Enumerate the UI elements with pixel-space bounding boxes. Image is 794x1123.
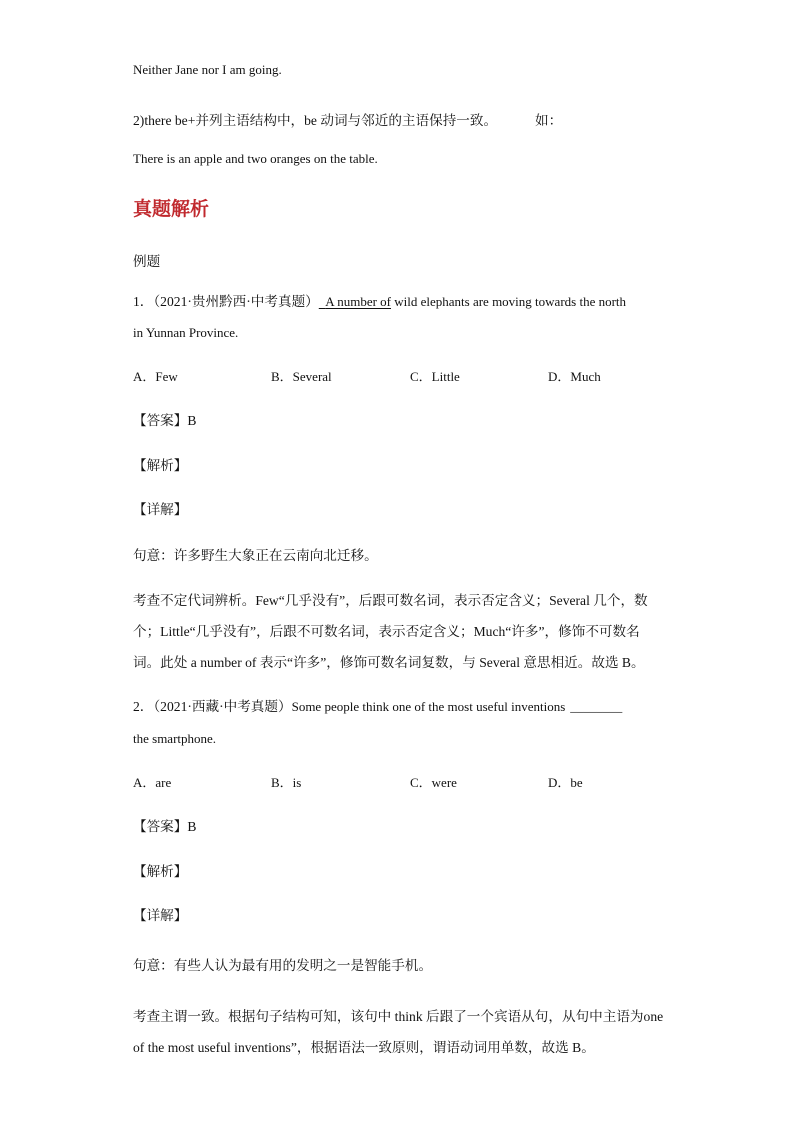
q1-detail-label: 【详解】 xyxy=(133,502,188,517)
q2-stem-text: Some people think one of the most useful inventions xyxy=(291,699,566,714)
q2-answer: 【答案】B xyxy=(133,819,197,834)
q1-analysis-label: 【解析】 xyxy=(133,458,188,473)
q1-stem-line2: in Yunnan Province. xyxy=(133,325,239,340)
q2-detail-label: 【详解】 xyxy=(133,908,188,923)
q2-source: 2．（2021·西藏·中考真题） xyxy=(133,699,292,714)
q1-answer: 【答案】B xyxy=(133,413,197,428)
example-label: 例题 xyxy=(133,254,161,269)
q2-meaning: 句意：有些人认为最有用的发明之一是智能手机。 xyxy=(133,958,433,973)
rule2-suffix: 如： xyxy=(535,113,563,128)
q2-option-a: A．are xyxy=(133,775,172,790)
rule2-text: 2)there be+并列主语结构中，be 动词与邻近的主语保持一致。 xyxy=(133,113,498,128)
q1-option-c: C．Little xyxy=(410,369,460,384)
q2-stem-line1 xyxy=(133,698,622,716)
q1-option-a: A．Few xyxy=(133,369,178,384)
q2-analysis-label: 【解析】 xyxy=(133,864,188,879)
q1-meaning: 句意：许多野生大象正在云南向北迁移。 xyxy=(133,548,378,563)
q1-option-d: D．Much xyxy=(548,369,601,384)
q2-option-c: C．were xyxy=(410,775,457,790)
q2-explanation-line: 考查主谓一致。根据句子结构可知，该句中 think 后跟了一个宾语从句，从句中主语为one xyxy=(133,1009,664,1024)
rule1-example-sentence: Neither Jane nor I am going. xyxy=(133,62,282,77)
q1-explanation-line: 个；Little“几乎没有”，后跟不可数名词，表示否定含义；Much“许多”，修饰不可数名 xyxy=(133,624,640,639)
section-title: 真题解析 xyxy=(133,199,210,220)
q1-underlined-phrase: A number of xyxy=(325,294,391,309)
q1-stem-line1 xyxy=(133,293,626,311)
rule2-example-sentence: There is an apple and two oranges on the table. xyxy=(133,151,378,166)
q2-options xyxy=(0,774,794,792)
q2-option-b: B．is xyxy=(271,775,302,790)
q2-explanation-line: of the most useful inventions”，根据语法一致原则，谓语动词用单数，故选 B。 xyxy=(133,1040,595,1055)
q2-option-d: D．be xyxy=(548,775,583,790)
q1-option-b: B．Several xyxy=(271,369,332,384)
q1-source: 1．（2021·贵州黔西·中考真题） xyxy=(133,294,319,309)
rule2-line xyxy=(0,112,794,130)
q2-answer-blank: ________ xyxy=(570,699,623,714)
q1-explanation-line: 考查不定代词辨析。Few“几乎没有”，后跟可数名词，表示否定含义；Several 几个，数 xyxy=(133,593,648,608)
q1-stem-rest: wild elephants are moving towards the north xyxy=(391,294,627,309)
q1-explanation-line: 词。此处 a number of 表示“许多”，修饰可数名词复数，与 Several 意思相近。故选 B。 xyxy=(133,655,645,670)
q2-stem-line2: the smartphone. xyxy=(133,731,217,746)
q1-options xyxy=(0,368,794,386)
